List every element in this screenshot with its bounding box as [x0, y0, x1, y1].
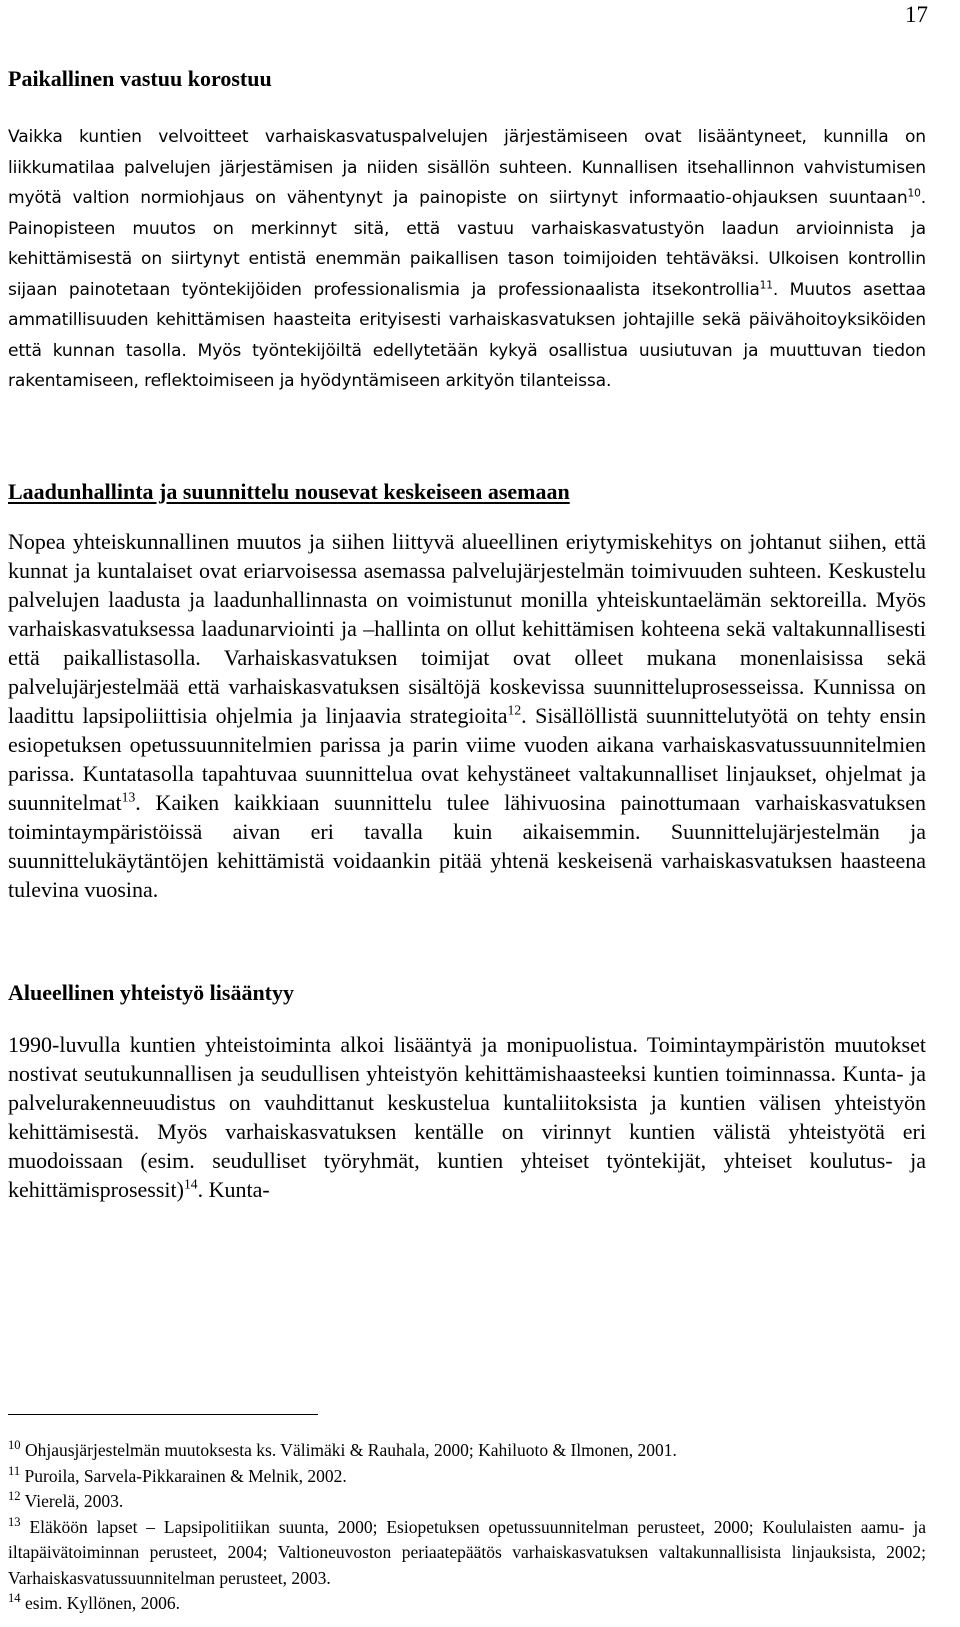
paragraph-text: . Muutos asettaa ammatillisuuden kehittämisen haasteita erityisesti varhaiskasvatuksen johtajille sekä päivähoitoyksiköiden että kunnan tasolla. Myös työntekijöiltä edellytetään kykyä osallistua uusiutuvan ja muuttuvan tiedon rakentamiseen, reflektoimiseen ja hyödyntämiseen arkityön tilanteissa. [8, 279, 926, 391]
paragraph-laadunhallinta [8, 527, 926, 904]
footnote-text: Eläköön lapset – Lapsipolitiikan suunta, 2000; Esiopetuksen opetussuunnitelman perusteet, 2000; Koululaisten aamu- ja iltapäivätoiminnan perusteet, 2004; Valtioneuvoston periaatepäätös varhaiskasvatuksen valtakunnallisista linjauksista, 2002; Varhaiskasvatussuunnitelman perusteet, 2003. [8, 1516, 926, 1588]
page-body [8, 64, 926, 1204]
paragraph-text: Vaikka kuntien velvoitteet varhaiskasvatuspalvelujen järjestämiseen ovat lisääntyneet, kunnilla on liikkumatilaa palvelujen järjestämisen ja niiden sisällön suhteen. Kunnallisen itsehallinnon vahvistumisen myötä valtion normiohjaus on vähentynyt ja painopiste on siirtynyt informaatio-ohjauksen suuntaan [8, 127, 926, 208]
footnote-number: 11 [8, 1463, 21, 1478]
paragraph-alueellinen-yhteistyo [8, 1030, 926, 1204]
paragraph-text: Nopea yhteiskunnallinen muutos ja siihen liittyvä alueellinen eriytymiskehitys on johtanut siihen, että kunnat ja kuntalaiset ovat eriarvoisessa asemassa palvelujärjestelmän toimivuuden suhteen. Keskustelu palvelujen laadusta ja laadunhallinnasta on voimistunut monilla yhteiskuntaelämän sektoreilla. Myös varhaiskasvatuksessa laadunarviointi ja –hallinta on ollut kehittämisen kohteena sekä valtakunnallisesti että paikallistasolla. Varhaiskasvatuksen toimijat ovat olleet mukana monenlaisissa sekä palvelujärjestelmää että varhaiskasvatuksen sisältöjä koskevissa suunnitteluprosesseissa. Kunnissa on laadittu lapsipoliittisia ohjelmia ja linjaavia strategioita [8, 528, 926, 728]
footnote-number: 13 [8, 1514, 21, 1529]
paragraph-text: . Painopisteen muutos on merkinnyt sitä, että vastuu varhaiskasvatustyön laadun arvioinnista ja kehittämisestä on siirtynyt entistä enemmän paikallisen tason toimijoiden tehtäväksi. Ulkoisen kontrollin sijaan painotetaan työntekijöiden professionalismia ja professionaalista itsekontrollia [8, 188, 926, 300]
paragraph-text: . Sisällöllistä suunnittelutyötä on tehty ensin esiopetuksen opetussuunnitelmien parissa ja parin viime vuoden aikana varhaiskasvatussuunnitelmien parissa. Kuntatasolla tapahtuvaa suunnittelua ovat kehystäneet valtakunnalliset linjaukset, ohjelmat ja suunnitelmat [8, 702, 926, 815]
footnote-12 [8, 1489, 926, 1515]
paragraph-text: . Kaiken kaikkiaan suunnittelu tulee lähivuosina painottumaan varhaiskasvatuksen toimintaympäristöissä aivan eri tavalla kuin aikaisemmin. Suunnittelujärjestelmän ja suunnittelukäytäntöjen kehittämistä voidaankin pitää yhtenä keskeisenä varhaiskasvatuksen haasteena tulevina vuosina. [8, 789, 926, 902]
footnote-ref-11: 11 [759, 278, 773, 291]
paragraph-text: 1990-luvulla kuntien yhteistoiminta alkoi lisääntyä ja monipuolistua. Toimintaympäristön muutokset nostivat seutukunnallisen ja seudullisen yhteistyön kehittämishaasteeksi kuntien toiminnassa. Kunta- ja palvelurakenneuudistus on vauhdittanut keskustelua kuntaliitoksista ja kuntien välisen yhteistyön kehittämisestä. Myös varhaiskasvatuksen kentälle on virinnyt kuntien välistä yhteistyötä eri muodoissaan (esim. seudulliset työryhmät, kuntien yhteiset työntekijät, yhteiset koulutus- ja kehittämisprosessit) [8, 1031, 926, 1202]
footnote-number: 10 [8, 1438, 21, 1453]
footnote-number: 14 [8, 1591, 21, 1606]
footnote-divider [8, 1414, 318, 1415]
footnote-ref-12: 12 [507, 702, 522, 718]
footnote-13 [8, 1515, 926, 1592]
section-heading-alueellinen-yhteistyo: Alueellinen yhteistyö lisääntyy [8, 979, 295, 1005]
footnote-14 [8, 1591, 926, 1617]
paragraph-text: . Kunta- [197, 1176, 270, 1202]
footnote-ref-14: 14 [183, 1176, 198, 1192]
footnote-ref-13: 13 [121, 789, 136, 805]
page-number: 17 [905, 2, 928, 27]
footnote-10 [8, 1438, 926, 1464]
footnote-text: Puroila, Sarvela-Pikkarainen & Melnik, 2002. [24, 1465, 347, 1486]
footnote-11 [8, 1464, 926, 1490]
section-heading-laadunhallinta: Laadunhallinta ja suunnittelu nousevat keskeiseen asemaan [8, 478, 570, 504]
section-heading-paikallinen-vastuu: Paikallinen vastuu korostuu [8, 66, 272, 91]
footnotes [8, 1438, 926, 1617]
footnote-text: Vierelä, 2003. [24, 1491, 124, 1511]
footnote-text: Ohjausjärjestelmän muutoksesta ks. Välimäki & Rauhala, 2000; Kahiluoto & Ilmonen, 2001. [24, 1440, 677, 1460]
footnote-number: 12 [8, 1489, 21, 1504]
footnote-ref-10: 10 [907, 187, 921, 200]
paragraph-paikallinen-vastuu [8, 122, 926, 397]
footnote-text: esim. Kyllönen, 2006. [24, 1593, 181, 1613]
